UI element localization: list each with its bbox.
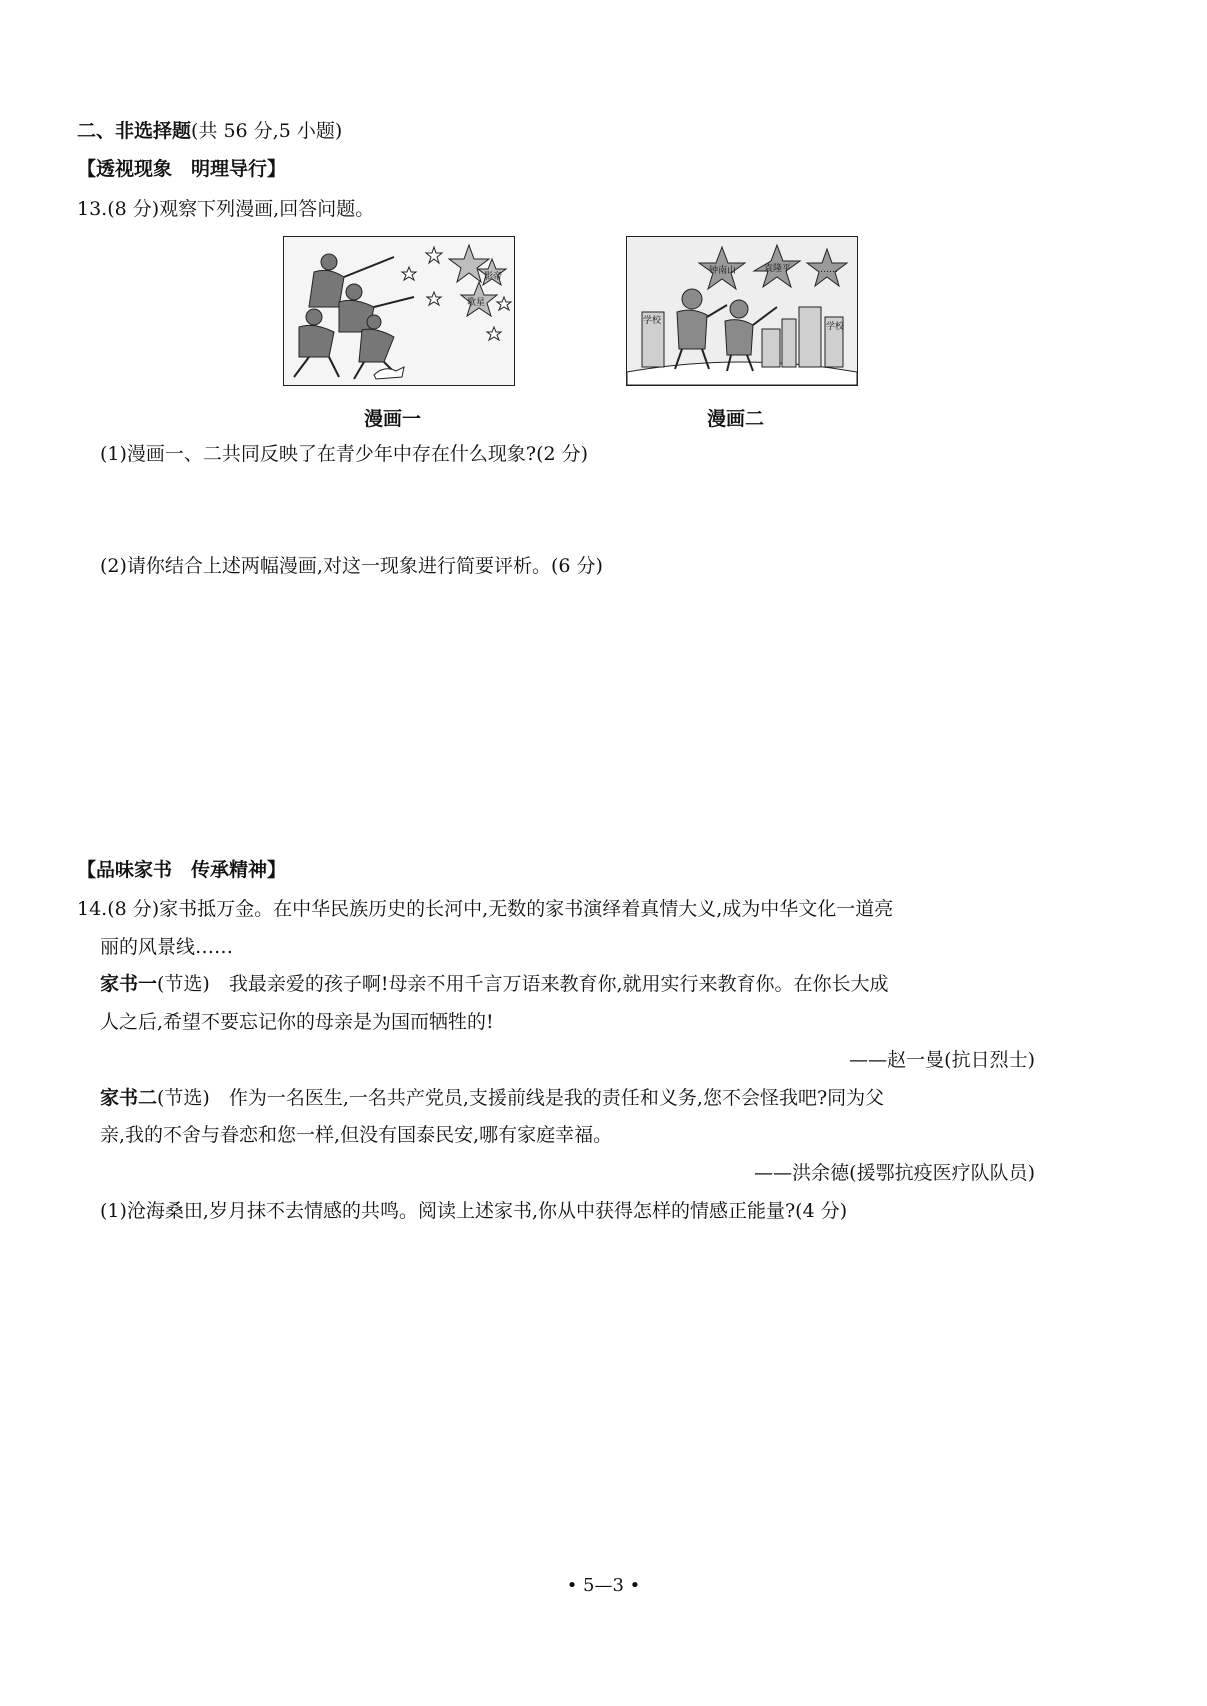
building-label-1: 学校 [643, 316, 662, 326]
comic-one-drawing [284, 237, 514, 385]
q14-stem-line1: 14.(8 分)家书抵万金。在中华民族历史的长河中,无数的家书演绎着真情大义,成为中华文化一道亮 [77, 898, 894, 920]
letter1-text1: 我最亲爱的孩子啊!母亲不用千言万语来教育你,就用实行来教育你。在你长大成 [209, 973, 889, 995]
building-label-2: 学校 [826, 322, 845, 332]
q13-sub1: (1)漫画一、二共同反映了在青少年中存在什么现象?(2 分) [100, 443, 589, 465]
comic-two-drawing [627, 237, 857, 385]
letter1-label: 家书一 [100, 973, 158, 995]
comic-one-caption: 漫画一 [364, 408, 422, 430]
block2-title: 【品味家书 传承精神】 [77, 859, 287, 881]
star-label-1: 影帝 [484, 272, 503, 282]
letter1-line2: 人之后,希望不要忘记你的母亲是为国而牺牲的! [100, 1011, 494, 1033]
star-label-2: 歌星 [467, 298, 486, 308]
letter2-author: ——洪余德(援鄂抗疫医疗队队员) [754, 1162, 1035, 1184]
letter1-line1 [100, 971, 889, 997]
comic-two-image [626, 236, 858, 386]
block1-title: 【透视现象 明理导行】 [77, 158, 287, 180]
page-number: • 5—3 • [566, 1575, 641, 1596]
section-header: 二、非选择题 [77, 120, 192, 142]
letter2-label: 家书二 [100, 1087, 158, 1109]
star-label-more: …… [820, 265, 838, 275]
letter2-note: (节选) [157, 1087, 210, 1109]
letter2-text1: 作为一名医生,一名共产党员,支援前线是我的责任和义务,您不会怪我吧?同为父 [209, 1087, 885, 1109]
letter1-author: ——赵一曼(抗日烈士) [849, 1049, 1035, 1071]
q13-stem: 13.(8 分)观察下列漫画,回答问题。 [77, 198, 375, 220]
star-label-zhong: 钟南山 [709, 266, 737, 276]
letter2-line2: 亲,我的不舍与眷恋和您一样,但没有国泰民安,哪有家庭幸福。 [100, 1124, 613, 1146]
section-heading [77, 118, 342, 144]
letter1-note: (节选) [157, 973, 210, 995]
q13-sub2: (2)请你结合上述两幅漫画,对这一现象进行简要评析。(6 分) [100, 555, 603, 577]
comic-two-caption: 漫画二 [707, 408, 765, 430]
q14-sub1: (1)沧海桑田,岁月抹不去情感的共鸣。阅读上述家书,你从中获得怎样的情感正能量?(4 分) [100, 1200, 848, 1222]
letter2-line1 [100, 1085, 884, 1111]
comic-one-image [283, 236, 515, 386]
q14-stem-line2: 丽的风景线…… [100, 936, 234, 958]
section-note: (共 56 分,5 小题) [191, 120, 343, 142]
star-label-yuan: 袁隆平 [764, 264, 792, 274]
